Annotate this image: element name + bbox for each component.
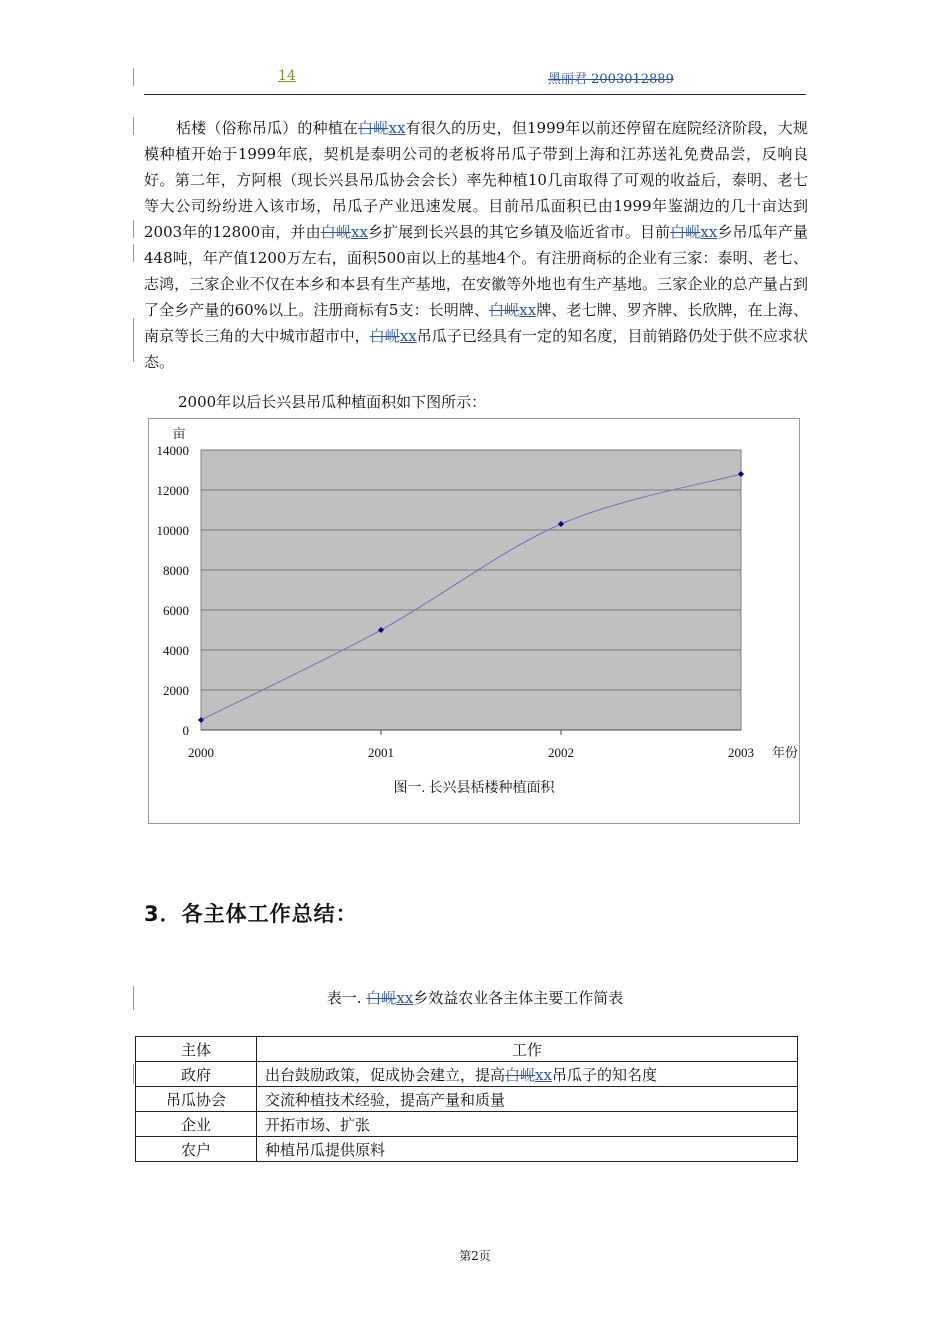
x-tick-label: 2002 (548, 745, 574, 760)
inserted-text: xx (519, 301, 537, 319)
y-tick-label: 0 (182, 723, 189, 738)
text-run: 有很久的历史，但1999年以前还停留在庭院经济阶段，大规模种植开始于1999年底，契机是泰明公司的老板将吊瓜子带到上海和江苏送礼免费品尝，反响良好。第二年，方阿根（现长兴县吊瓜协会会长）率先种植10几亩取得了可观的收益后，泰明、老七等大公司纷纷进入该市场，吊瓜子产业迅速发展。目前吊瓜面积已由1999年鉴湖边的几十亩达到2003年的12800亩，并由 (144, 119, 808, 241)
subject-cell: 吊瓜协会 (136, 1087, 257, 1112)
text-run: 乡效益农业各主体主要工作简表 (413, 989, 624, 1007)
deleted-text: 白岘 (366, 989, 397, 1007)
y-tick-label: 14000 (156, 443, 189, 458)
header-divider (144, 94, 806, 95)
work-cell: 种植吊瓜提供原料 (257, 1137, 798, 1162)
inserted-text: xx (399, 327, 417, 345)
column-header: 工作 (257, 1037, 798, 1062)
deleted-text: 白岘 (369, 327, 400, 345)
line-chart (148, 418, 800, 824)
y-tick-label: 10000 (156, 523, 189, 538)
body-paragraph (144, 115, 808, 375)
deleted-text: 白岘 (358, 119, 389, 137)
deleted-text: 白岘 (670, 223, 701, 241)
subject-cell: 政府 (136, 1062, 257, 1087)
y-axis-label: 亩 (172, 426, 186, 441)
y-tick-label: 12000 (156, 483, 189, 498)
table-row (136, 1137, 798, 1162)
revision-bar (133, 318, 134, 362)
table-title (0, 987, 950, 1008)
revision-bar (133, 220, 134, 238)
revision-bar (133, 244, 134, 262)
section-title: 3．各主体工作总结： (144, 902, 358, 926)
deleted-text: 白岘 (489, 301, 520, 319)
chart-title: 图一. 长兴县栝楼种植面积 (393, 781, 555, 796)
inserted-text: xx (700, 223, 718, 241)
text-run: 牌、老七牌、罗齐牌、长欣牌，在上海、南京等长三角的大中城市超市中， (144, 301, 808, 345)
page-footer: 第2页 (459, 1249, 491, 1263)
text-run: 吊瓜子的知名度 (551, 1065, 657, 1084)
subject-cell: 农户 (136, 1137, 257, 1162)
revision-bar (133, 68, 134, 86)
y-tick-label: 8000 (163, 563, 189, 578)
x-tick-label: 2003 (728, 745, 754, 760)
text-run: 乡扩展到长兴县的其它乡镇及临近省市。目前 (367, 223, 671, 241)
inserted-text: xx (396, 989, 414, 1007)
work-table (135, 1036, 798, 1162)
table-row (136, 1087, 798, 1112)
subject-cell: 企业 (136, 1112, 257, 1137)
header-page-number: 14 (278, 68, 296, 84)
text-run: 吊瓜子已经具有一定的知名度，目前销路仍处于供不应求状态。 (144, 327, 808, 371)
work-cell: 交流种植技术经验，提高产量和质量 (257, 1087, 798, 1112)
text-run: 出台鼓励政策，促成协会建立，提高 (265, 1065, 506, 1084)
chart-intro: 2000年以后长兴县吊瓜种植面积如下图所示： (178, 393, 487, 411)
plot-area (201, 450, 741, 730)
column-header: 主体 (136, 1037, 257, 1062)
x-tick-label: 2001 (368, 745, 394, 760)
y-tick-label: 6000 (163, 603, 189, 618)
inserted-text: xx (350, 223, 368, 241)
table-header-row (136, 1037, 798, 1062)
table-row (136, 1062, 798, 1087)
text-run: 乡吊瓜年产量448吨，年产值1200万左右，面积500亩以上的基地4个。有注册商标的企业有三家：泰明、老七、志鸿，三家企业不仅在本乡和本县有生产基地，在安徽等外地也有生产基地。三家企业的总产量占到了全乡产量的60%以上。注册商标有5支：长明牌、 (144, 223, 808, 319)
deleted-text: 白岘 (320, 223, 351, 241)
text-run: 表一. (326, 989, 367, 1007)
work-cell (257, 1062, 798, 1087)
table-row (136, 1112, 798, 1137)
x-axis-label: 年份 (771, 745, 799, 760)
revision-bar (133, 117, 134, 135)
text-run: 栝楼（俗称吊瓜）的种植在 (176, 119, 359, 137)
y-tick-label: 2000 (163, 683, 189, 698)
work-cell: 开拓市场、扩张 (257, 1112, 798, 1137)
x-tick-label: 2000 (188, 745, 214, 760)
header-author-id: 黑丽君 2003012889 (548, 72, 674, 87)
inserted-text: xx (535, 1065, 552, 1084)
inserted-text: xx (388, 119, 406, 137)
deleted-text: 白岘 (505, 1065, 536, 1084)
y-tick-label: 4000 (163, 643, 189, 658)
revision-bar (133, 1064, 134, 1084)
